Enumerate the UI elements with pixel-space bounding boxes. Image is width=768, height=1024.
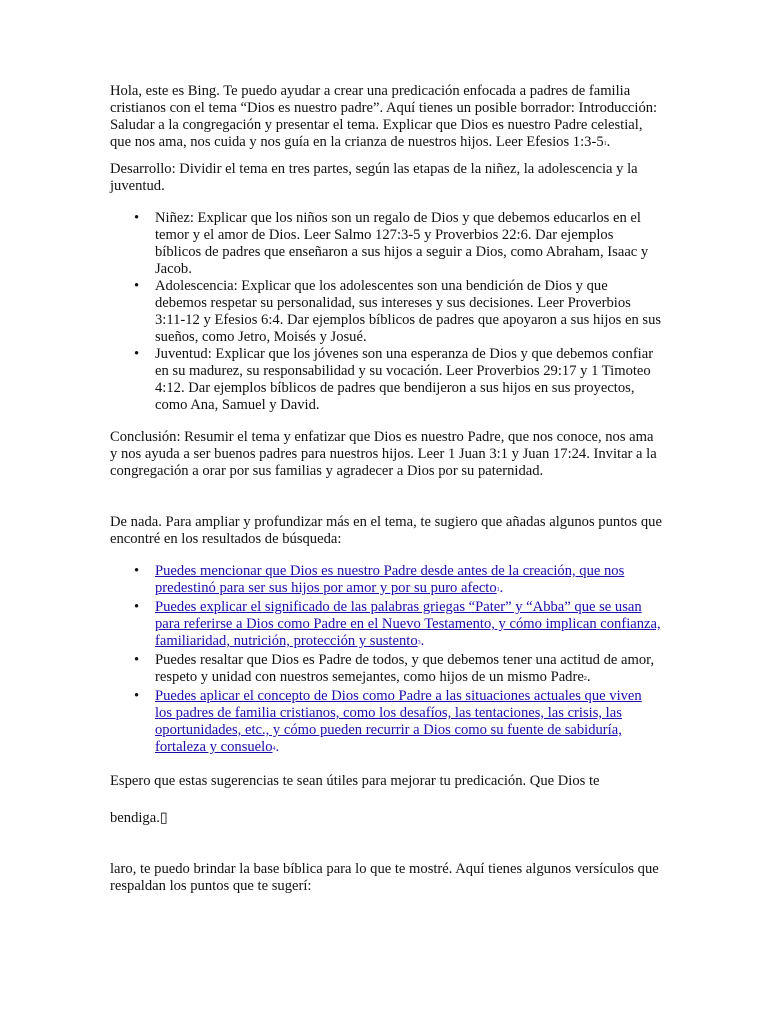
bullet-icon: • [134,652,140,668]
followup-paragraph: De nada. Para ampliar y profundizar más en el tema, te sugiero que añadas algunos puntos que encontré en los resultados de búsqueda: [110,514,662,547]
stage-text: Adolescencia: Explicar que los adolescentes son una bendición de Dios y que debemos respetar su personalidad, sus intereses y sus decisiones. Leer Proverbios 3:11-12 y Efesios 6:4. Dar ejemplos bíblicos de padres que apoyaron a sus hijos en sus sueños, como Jetro, Moisés y Josué. [155,278,662,345]
intro-paragraph: Hola, este es Bing. Te puedo ayudar a crear una predicación enfocada a padres de familia cristianos con el tema “Dios es nuestro padre”. Aquí tienes un posible borrador: Introducción: Saludar a la congregación y presentar el tema. Explicar que Dios es nuestro Padre celestial, que nos ama, nos cuida y nos guía en la crianza de nuestros hijos. Leer Efesios 1:3-51. [110,83,658,150]
next-message-paragraph: laro, te puedo brindar la base bíblica para lo que te mostré. Aquí tienes algunos versículos que respaldan los puntos que te sugerí: [110,861,659,894]
list-item [134,210,662,278]
suggestion-citation[interactable]: 3 [417,640,421,646]
suggestion-citation[interactable]: 4 [272,746,276,752]
intro-citation[interactable]: 1 [603,141,607,147]
suggestion-text[interactable]: Puedes aplicar el concepto de Dios como Padre a las situaciones actuales que viven los padres de familia cristianos, como los desafíos, las tentaciones, las crisis, las oportunidades, etc., y cómo pueden recurrir a Dios como su fuente de sabiduría, fortaleza y consuelo [155,688,642,755]
blessing-line: bendiga.▯ [110,810,168,826]
bullet-icon: • [134,210,140,226]
suggestion-link[interactable]: • Puedes mencionar que Dios es nuestro Padre desde antes de la creación, que nos predestinó para ser sus hijos por amor y por su puro afecto1. [134,563,625,596]
stage-text: Juventud: Explicar que los jóvenes son una esperanza de Dios y que debemos confiar en su madurez, su responsabilidad y su vocación. Leer Proverbios 29:17 y 1 Timoteo 4:12. Dar ejemplos bíblicos de padres que bendijeron a sus hijos en sus proyectos, como Ana, Samuel y David. [155,346,654,413]
list-item [134,346,662,414]
suggestion-citation[interactable]: 1 [496,587,500,593]
suggestion-link[interactable]: • Puedes explicar el significado de las palabras griegas “Pater” y “Abba” que se usan para referirse a Dios como Padre en el Nuevo Testamento, y cómo implican confianza, familiaridad, nutrición, protección y sustento3. [134,599,661,649]
suggestion-link[interactable]: • Puedes aplicar el concepto de Dios como Padre a las situaciones actuales que viven los padres de familia cristianos, como los desafíos, las tentaciones, las crisis, las oportunidades, etc., y cómo pueden recurrir a Dios como su fuente de sabiduría, fortaleza y consuelo4. [134,688,642,755]
bullet-icon: • [134,688,140,704]
list-item [134,278,662,346]
intro-text: Hola, este es Bing. Te puedo ayudar a crear una predicación enfocada a padres de familia cristianos con el tema “Dios es nuestro padre”. Aquí tienes un posible borrador: Introducción: Saludar a la congregación y presentar el tema. Explicar que Dios es nuestro Padre celestial, que nos ama, nos cuida y nos guía en la crianza de nuestros hijos. Leer Efesios 1:3-5 [110,83,658,150]
bullet-icon: • [134,599,140,615]
closing-paragraph: Espero que estas sugerencias te sean útiles para mejorar tu predicación. Que Dios te [110,773,600,789]
development-paragraph: Desarrollo: Dividir el tema en tres partes, según las etapas de la niñez, la adolescencia y la juventud. [110,161,638,194]
bullet-icon: • [134,563,140,579]
suggestion-text[interactable]: Puedes explicar el significado de las palabras griegas “Pater” y “Abba” que se usan para referirse a Dios como Padre en el Nuevo Testamento, y cómo implican confianza, familiaridad, nutrición, protección y sustento [155,599,661,649]
stages-list [110,210,662,414]
bullet-icon: • [134,278,140,294]
bullet-icon: • [134,346,140,362]
stage-text: Niñez: Explicar que los niños son un regalo de Dios y que debemos educarlos en el temor y el amor de Dios. Leer Salmo 127:3-5 y Proverbios 22:6. Dar ejemplos bíblicos de padres que enseñaron a sus hijos a seguir a Dios, como Abraham, Isaac y Jacob. [155,210,649,277]
suggestion-text: Puedes resaltar que Dios es Padre de todos, y que debemos tener una actitud de amor, respeto y unidad con nuestros semejantes, como hijos de un mismo Padre [155,652,655,685]
suggestion-text[interactable]: Puedes mencionar que Dios es nuestro Padre desde antes de la creación, que nos predestinó para ser sus hijos por amor y por su puro afecto [155,563,625,596]
suggestion-item: • Puedes resaltar que Dios es Padre de todos, y que debemos tener una actitud de amor, respeto y unidad con nuestros semejantes, como hijos de un mismo Padre2. [134,652,655,685]
suggestion-citation[interactable]: 2 [583,676,587,682]
conclusion-paragraph: Conclusión: Resumir el tema y enfatizar que Dios es nuestro Padre, que nos conoce, nos ama y nos ayuda a ser buenos padres para nuestros hijos. Leer 1 Juan 3:1 y Juan 17:24. Invitar a la congregación a orar por sus familias y agradecer a Dios por su paternidad. [110,429,657,479]
suggestions-list [110,563,662,758]
document-body [110,83,662,895]
